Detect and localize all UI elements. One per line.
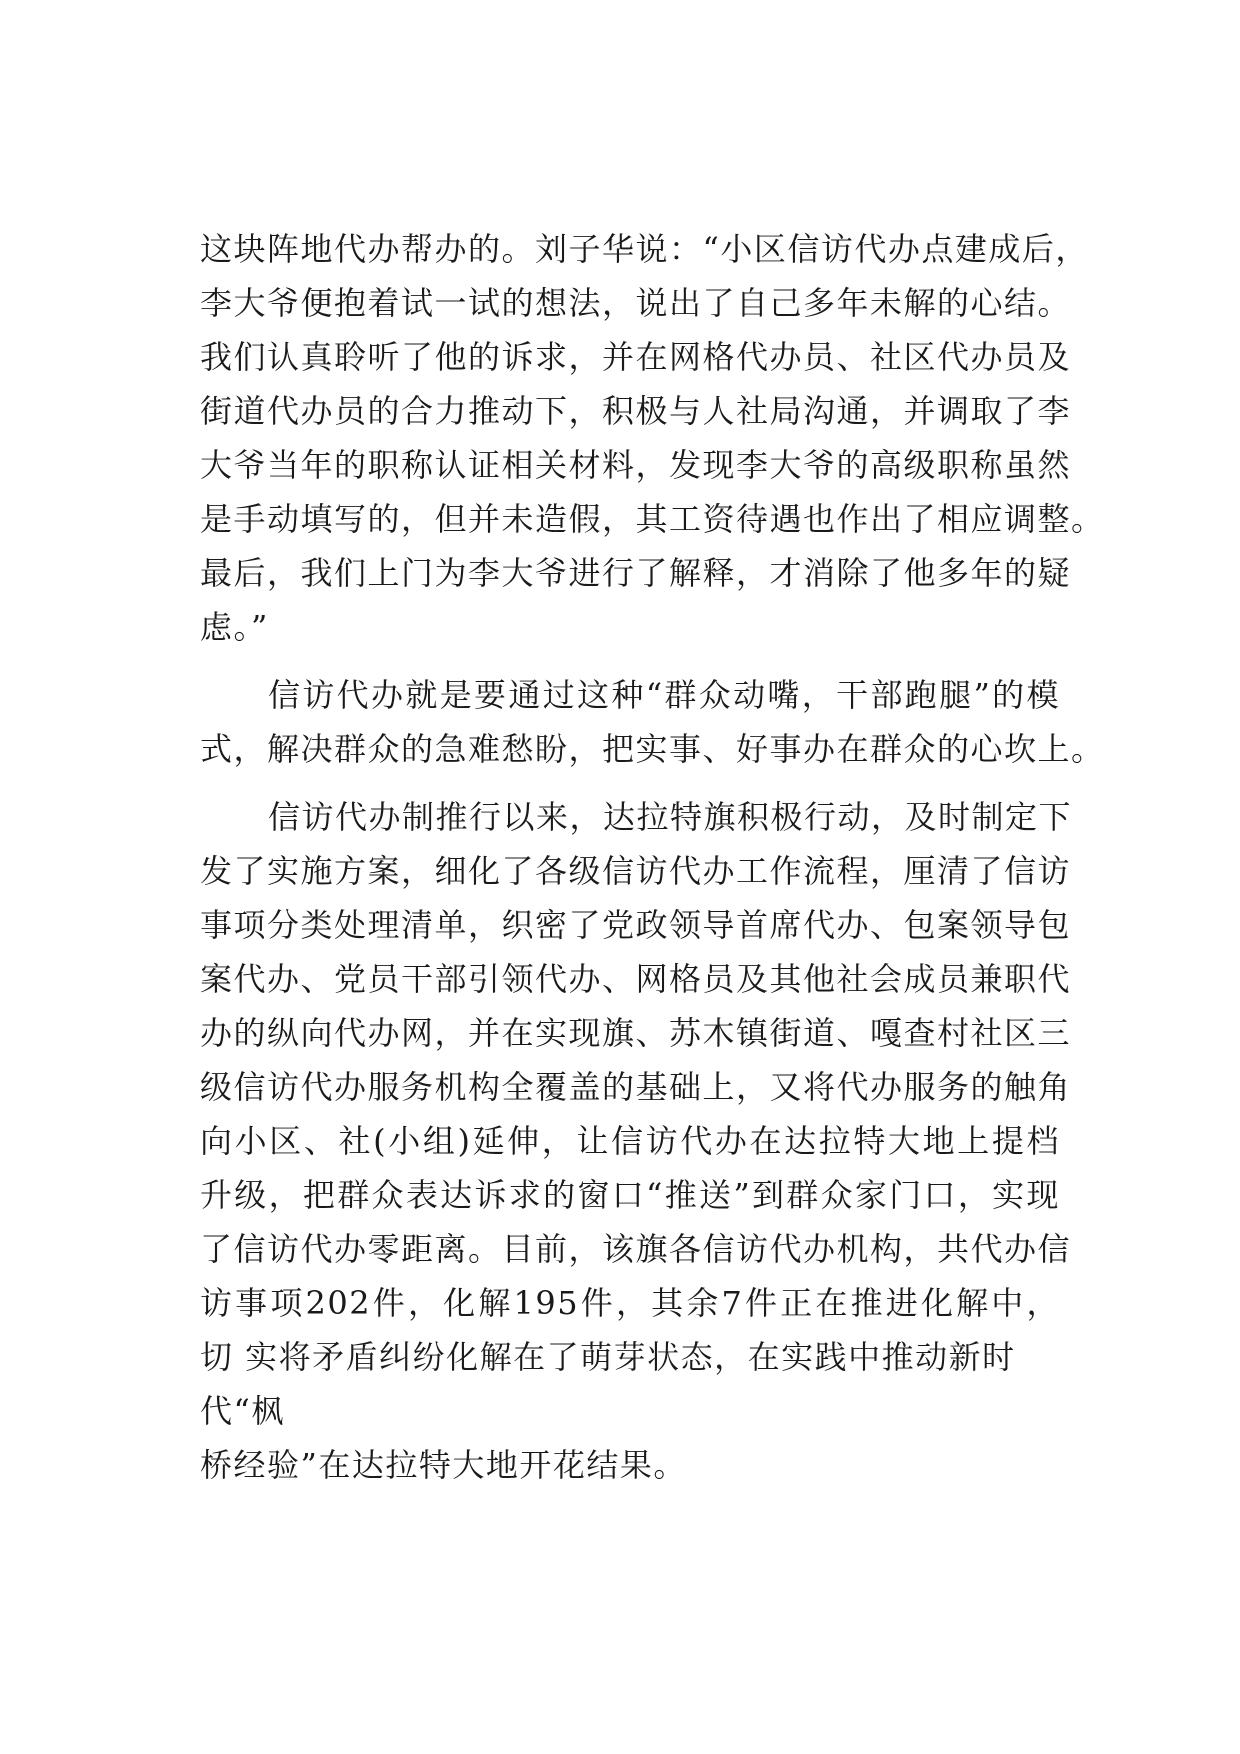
text-line: 我们认真聆听了他的诉求，并在网格代办员、社区代办员及 [200,338,1072,376]
text-line: 代“枫 [200,1392,285,1430]
text-line: 案代办、党员干部引领代办、网格员及其他社会成员兼职代 [200,960,1072,998]
body-text [200,222,1105,1492]
text-line: 虑。” [200,608,269,646]
text-line: 式，解决群众的急难愁盼，把实事、好事办在群众的心坎上。 [200,730,1105,768]
text-line: 信访代办就是要通过这种“群众动嘴，干部跑腿”的模 [268,676,1060,714]
text-line: 事项分类处理清单，织密了党政领导首席代办、包案领导包 [200,906,1072,944]
paragraph-1 [200,222,1105,654]
paragraph-2 [200,668,1105,776]
text-line: 办的纵向代办网，并在实现旗、苏木镇街道、嘎查村社区三 [200,1014,1072,1052]
paragraph-gap [200,654,1060,668]
text-line: 大爷当年的职称认证相关材料，发现李大爷的高级职称虽然 [200,446,1072,484]
text-line: 发了实施方案，细化了各级信访代办工作流程，厘清了信访 [200,852,1072,890]
paragraph-3 [200,790,1073,1492]
text-line: 了信访代办零距离。目前，该旗各信访代办机构，共代办信 [200,1230,1072,1268]
text-line: 这块阵地代办帮办的。刘子华说：“小区信访代办点建成后， [200,230,1089,268]
text-line: 升级，把群众表达诉求的窗口“推送”到群众家门口，实现 [200,1176,1060,1214]
text-line: 最后，我们上门为李大爷进行了解释，才消除了他多年的疑 [200,554,1072,592]
text-line: 李大爷便抱着试一试的想法，说出了自己多年未解的心结。 [200,284,1072,322]
paragraph-gap [200,776,1060,790]
text-line: 街道代办员的合力推动下，积极与人社局沟通，并调取了李 [200,392,1072,430]
text-line: 信访代办制推行以来，达拉特旗积极行动，及时制定下 [268,798,1073,836]
text-line: 是手动填写的，但并未造假，其工资待遇也作出了相应调整。 [200,500,1105,538]
text-line: 桥经验”在达拉特大地开花结果。 [200,1446,687,1484]
text-line: 向小区、社(小组)延伸，让信访代办在达拉特大地上提档 [200,1122,1060,1160]
text-line: 切 实将矛盾纠纷化解在了萌芽状态，在实践中推动新时 [200,1338,1016,1376]
text-line: 级信访代办服务机构全覆盖的基础上，又将代办服务的触角 [200,1068,1072,1106]
text-line: 访事项202件，化解195件，其余7件正在推进化解中， [200,1284,1060,1322]
